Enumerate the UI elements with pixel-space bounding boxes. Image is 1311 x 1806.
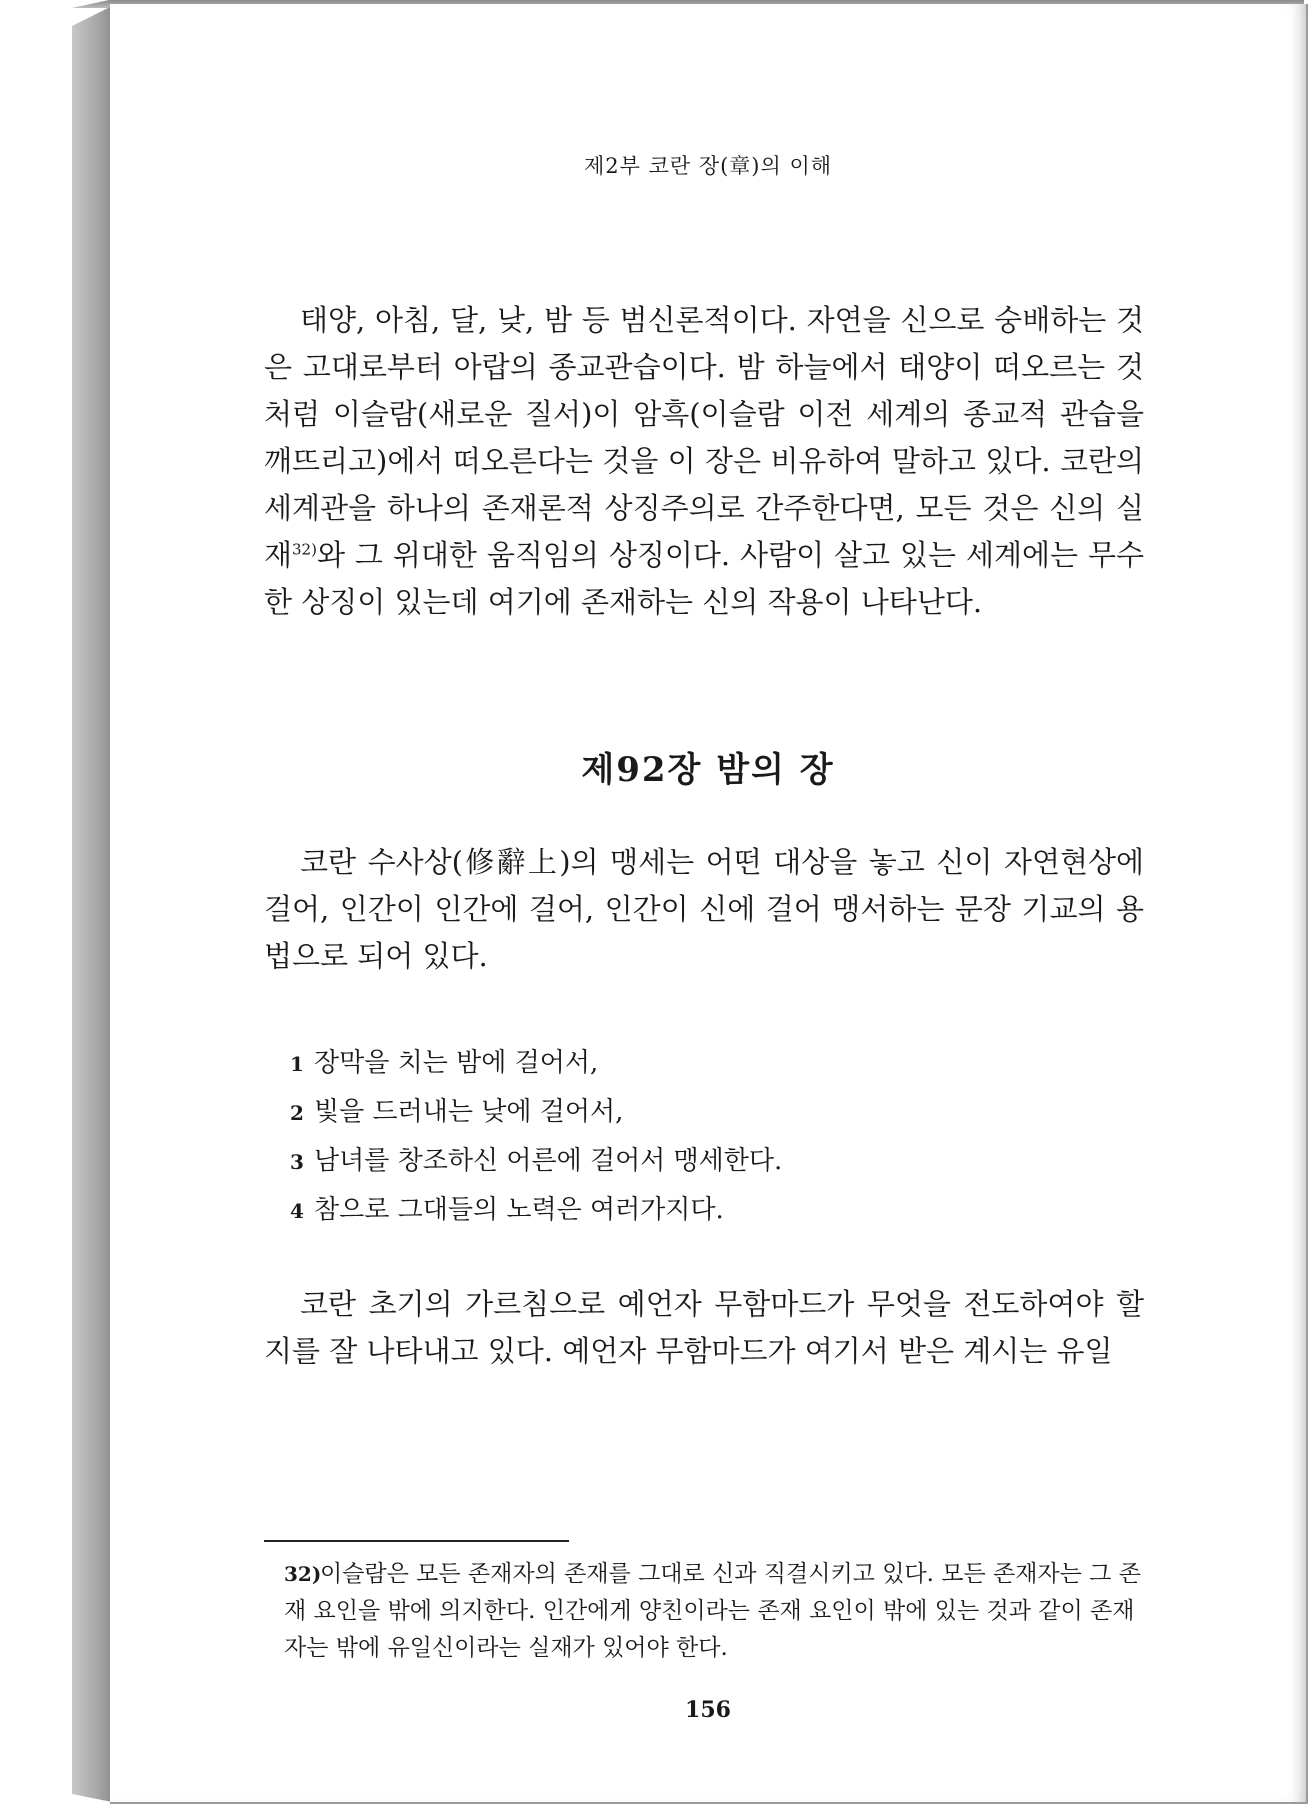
body-paragraph-2: 코란 수사상(修辭上)의 맹세는 어떤 대상을 놓고 신이 자연현상에 걸어, 인간이 인간에 걸어, 인간이 신에 걸어 맹서하는 문장 기교의 용법으로 되어 있다. <box>264 845 1144 973</box>
running-head: 제2부 코란 장(章)의 이해 <box>583 154 833 178</box>
chapter-title: 제92장 밤의 장 <box>581 750 835 790</box>
verse-text: 장막을 치는 밤에 걸어서, <box>314 1048 599 1078</box>
verse-number: 1 <box>290 1052 304 1076</box>
verse-number: 3 <box>290 1150 304 1174</box>
body-paragraph-3: 코란 초기의 가르침으로 예언자 무함마드가 무엇을 전도하여야 할지를 잘 나타내고 있다. 예언자 무함마드가 여기서 받은 계시는 유일 <box>264 1287 1144 1368</box>
verse-item <box>290 1186 990 1235</box>
footnote-reference[interactable]: 32) <box>292 540 317 559</box>
body-paragraph-1 <box>264 297 1144 626</box>
footnote-divider <box>264 1540 569 1542</box>
footnote-text: 이슬람은 모든 존재자의 존재를 그대로 신과 직결시키고 있다. 모든 존재자는 그 존재 요인을 밖에 의지한다. 인간에게 양친이라는 존재 요인이 밖에 있는 것과 같이 존재자는 밖에 유일신이라는 실재가 있어야 한다. <box>284 1561 1141 1661</box>
verse-item <box>290 1088 990 1137</box>
paragraph-1-text-b: 와 그 위대한 움직임의 상징이다. 사람이 살고 있는 세계에는 무수한 상징이 있는데 여기에 존재하는 신의 작용이 나타난다. <box>264 538 1144 619</box>
footnote <box>284 1556 1144 1667</box>
book-spine <box>72 6 112 1802</box>
verse-text: 참으로 그대들의 노력은 여러가지다. <box>314 1195 724 1225</box>
page-number: 156 <box>685 1697 731 1723</box>
verse-item <box>290 1039 990 1088</box>
paragraph-1-text-a: 태양, 아침, 달, 낮, 밤 등 범신론적이다. 자연을 신으로 숭배하는 것은 고대로부터 아랍의 종교관습이다. 밤 하늘에서 태양이 떠오르는 것처럼 이슬람(새로운 질서)이 암흑(이슬람 이전 세계의 종교적 관습을 깨뜨리고)에서 떠오른다는 것을 이 장은 비유하여 말하고 있다. 코란의 세계관을 하나의 존재론적 상징주의로 간주한다면, 모든 것은 신의 실재 <box>264 303 1144 572</box>
footnote-number: 32) <box>284 1562 322 1586</box>
verse-list <box>290 1039 990 1235</box>
book-page <box>110 4 1308 1804</box>
verse-item <box>290 1137 990 1186</box>
verse-number: 4 <box>290 1199 304 1223</box>
verse-text: 빛을 드러내는 낮에 걸어서, <box>314 1097 624 1127</box>
verse-number: 2 <box>290 1101 304 1125</box>
verse-text: 남녀를 창조하신 어른에 걸어서 맹세한다. <box>314 1146 783 1176</box>
